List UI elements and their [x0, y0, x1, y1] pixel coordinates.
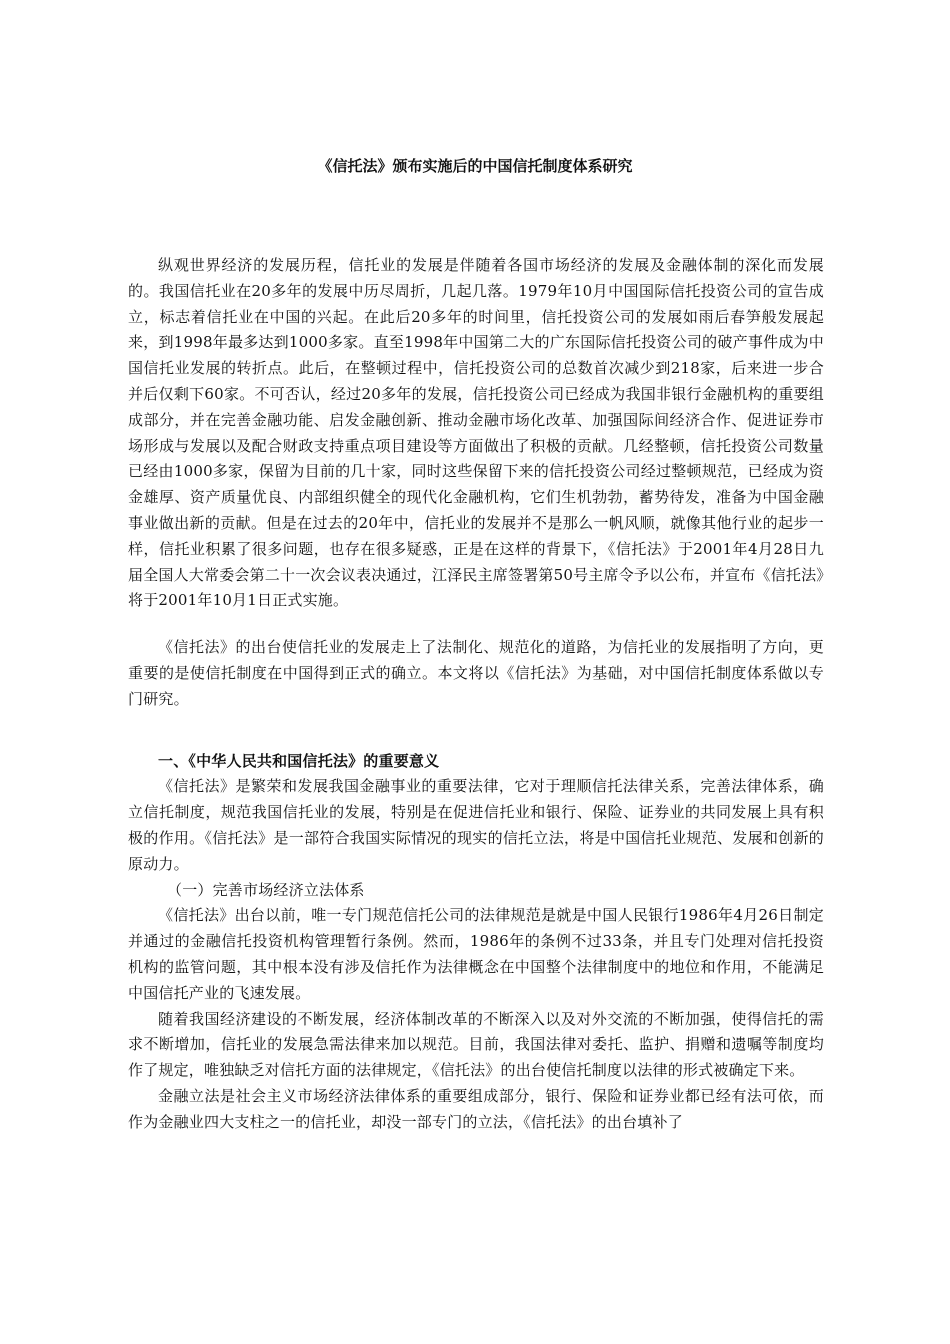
section-paragraph-1: 《信托法》是繁荣和发展我国金融事业的重要法律，它对于理顺信托法律关系，完善法律体系，确立信托制度，规范我国信托业的发展，特别是在促进信托业和银行、保险、证券业的共同发展上具有积极的作用。《信托法》是一部符合我国实际情况的现实的信托立法，将是中国信托业规范、发展和创新的原动力。: [128, 777, 824, 873]
subsection-paragraph-3: 金融立法是社会主义市场经济法律体系的重要组成部分，银行、保险和证券业都已经有法可依，而作为金融业四大支柱之一的信托业，却没一部专门的立法，《信托法》的出台填补了: [128, 1086, 824, 1131]
subsection-paragraph-1: 《信托法》出台以前，唯一专门规范信托公司的法律规范是就是中国人民银行1986年4月26日制定并通过的金融信托投资机构管理暂行条例。然而，1986年的条例不过33条，并且专门处理对信托投资机构的监管问题，其中根本没有涉及信托作为法律概念在中国整个法律制度中的地位和作用，不能满足中国信托产业的飞速发展。: [128, 906, 824, 1002]
subsection-paragraph-2: 随着我国经济建设的不断发展，经济体制改革的不断深入以及对外交流的不断加强，使得信托的需求不断增加，信托业的发展急需法律来加以规范。目前，我国法律对委托、监护、捐赠和遗嘱等制度均作了规定，唯独缺乏对信托方面的法律规定，《信托法》的出台使信托制度以法律的形式被确定下来。: [128, 1009, 824, 1080]
section-heading: 一、《中华人民共和国信托法》的重要意义: [158, 751, 440, 770]
subsection-heading: （一）完善市场经济立法体系: [167, 880, 365, 899]
intro-paragraph-2: 《信托法》的出台使信托业的发展走上了法制化、规范化的道路，为信托业的发展指明了方向，更重要的是使信托制度在中国得到正式的确立。本文将以《信托法》为基础，对中国信托制度体系做以专门研究。: [128, 638, 824, 708]
document-title: 《信托法》颁布实施后的中国信托制度体系研究: [317, 157, 633, 175]
intro-paragraph-1: 纵观世界经济的发展历程，信托业的发展是伴随着各国市场经济的发展及金融体制的深化而发展的。我国信托业在20多年的发展中历尽周折，几起几落。1979年10月中国国际信托投资公司的宣告成立，标志着信托业在中国的兴起。在此后20多年的时间里，信托投资公司的发展如雨后春笋般发展起来，到1998年最多达到1000多家。直至1998年中国第二大的广东国际信托投资公司的破产事件成为中国信托业发展的转折点。此后，在整顿过程中，信托投资公司的总数首次减少到218家，后来进一步合并后仅剩下60家。不可否认，经过20多年的发展，信托投资公司已经成为我国非银行金融机构的重要组成部分，并在完善金融功能、启发金融创新、推动金融市场化改革、加强国际间经济合作、促进证券市场形成与发展以及配合财政支持重点项目建设等方面做出了积极的贡献。几经整顿，信托投资公司数量已经由1000多家，保留为目前的几十家，同时这些保留下来的信托投资公司经过整顿规范，已经成为资金雄厚、资产质量优良、内部组织健全的现代化金融机构，它们生机勃勃，蓄势待发，准备为中国金融事业做出新的贡献。但是在过去的20年中，信托业的发展并不是那么一帆风顺，就像其他行业的起步一样，信托业积累了很多问题，也存在很多疑惑，正是在这样的背景下，《信托法》于2001年4月28日九届全国人大常委会第二十一次会议表决通过，江泽民主席签署第50号主席令予以公布，并宣布《信托法》将于2001年10月1日正式实施。: [128, 256, 824, 610]
document-body: [128, 253, 824, 1136]
